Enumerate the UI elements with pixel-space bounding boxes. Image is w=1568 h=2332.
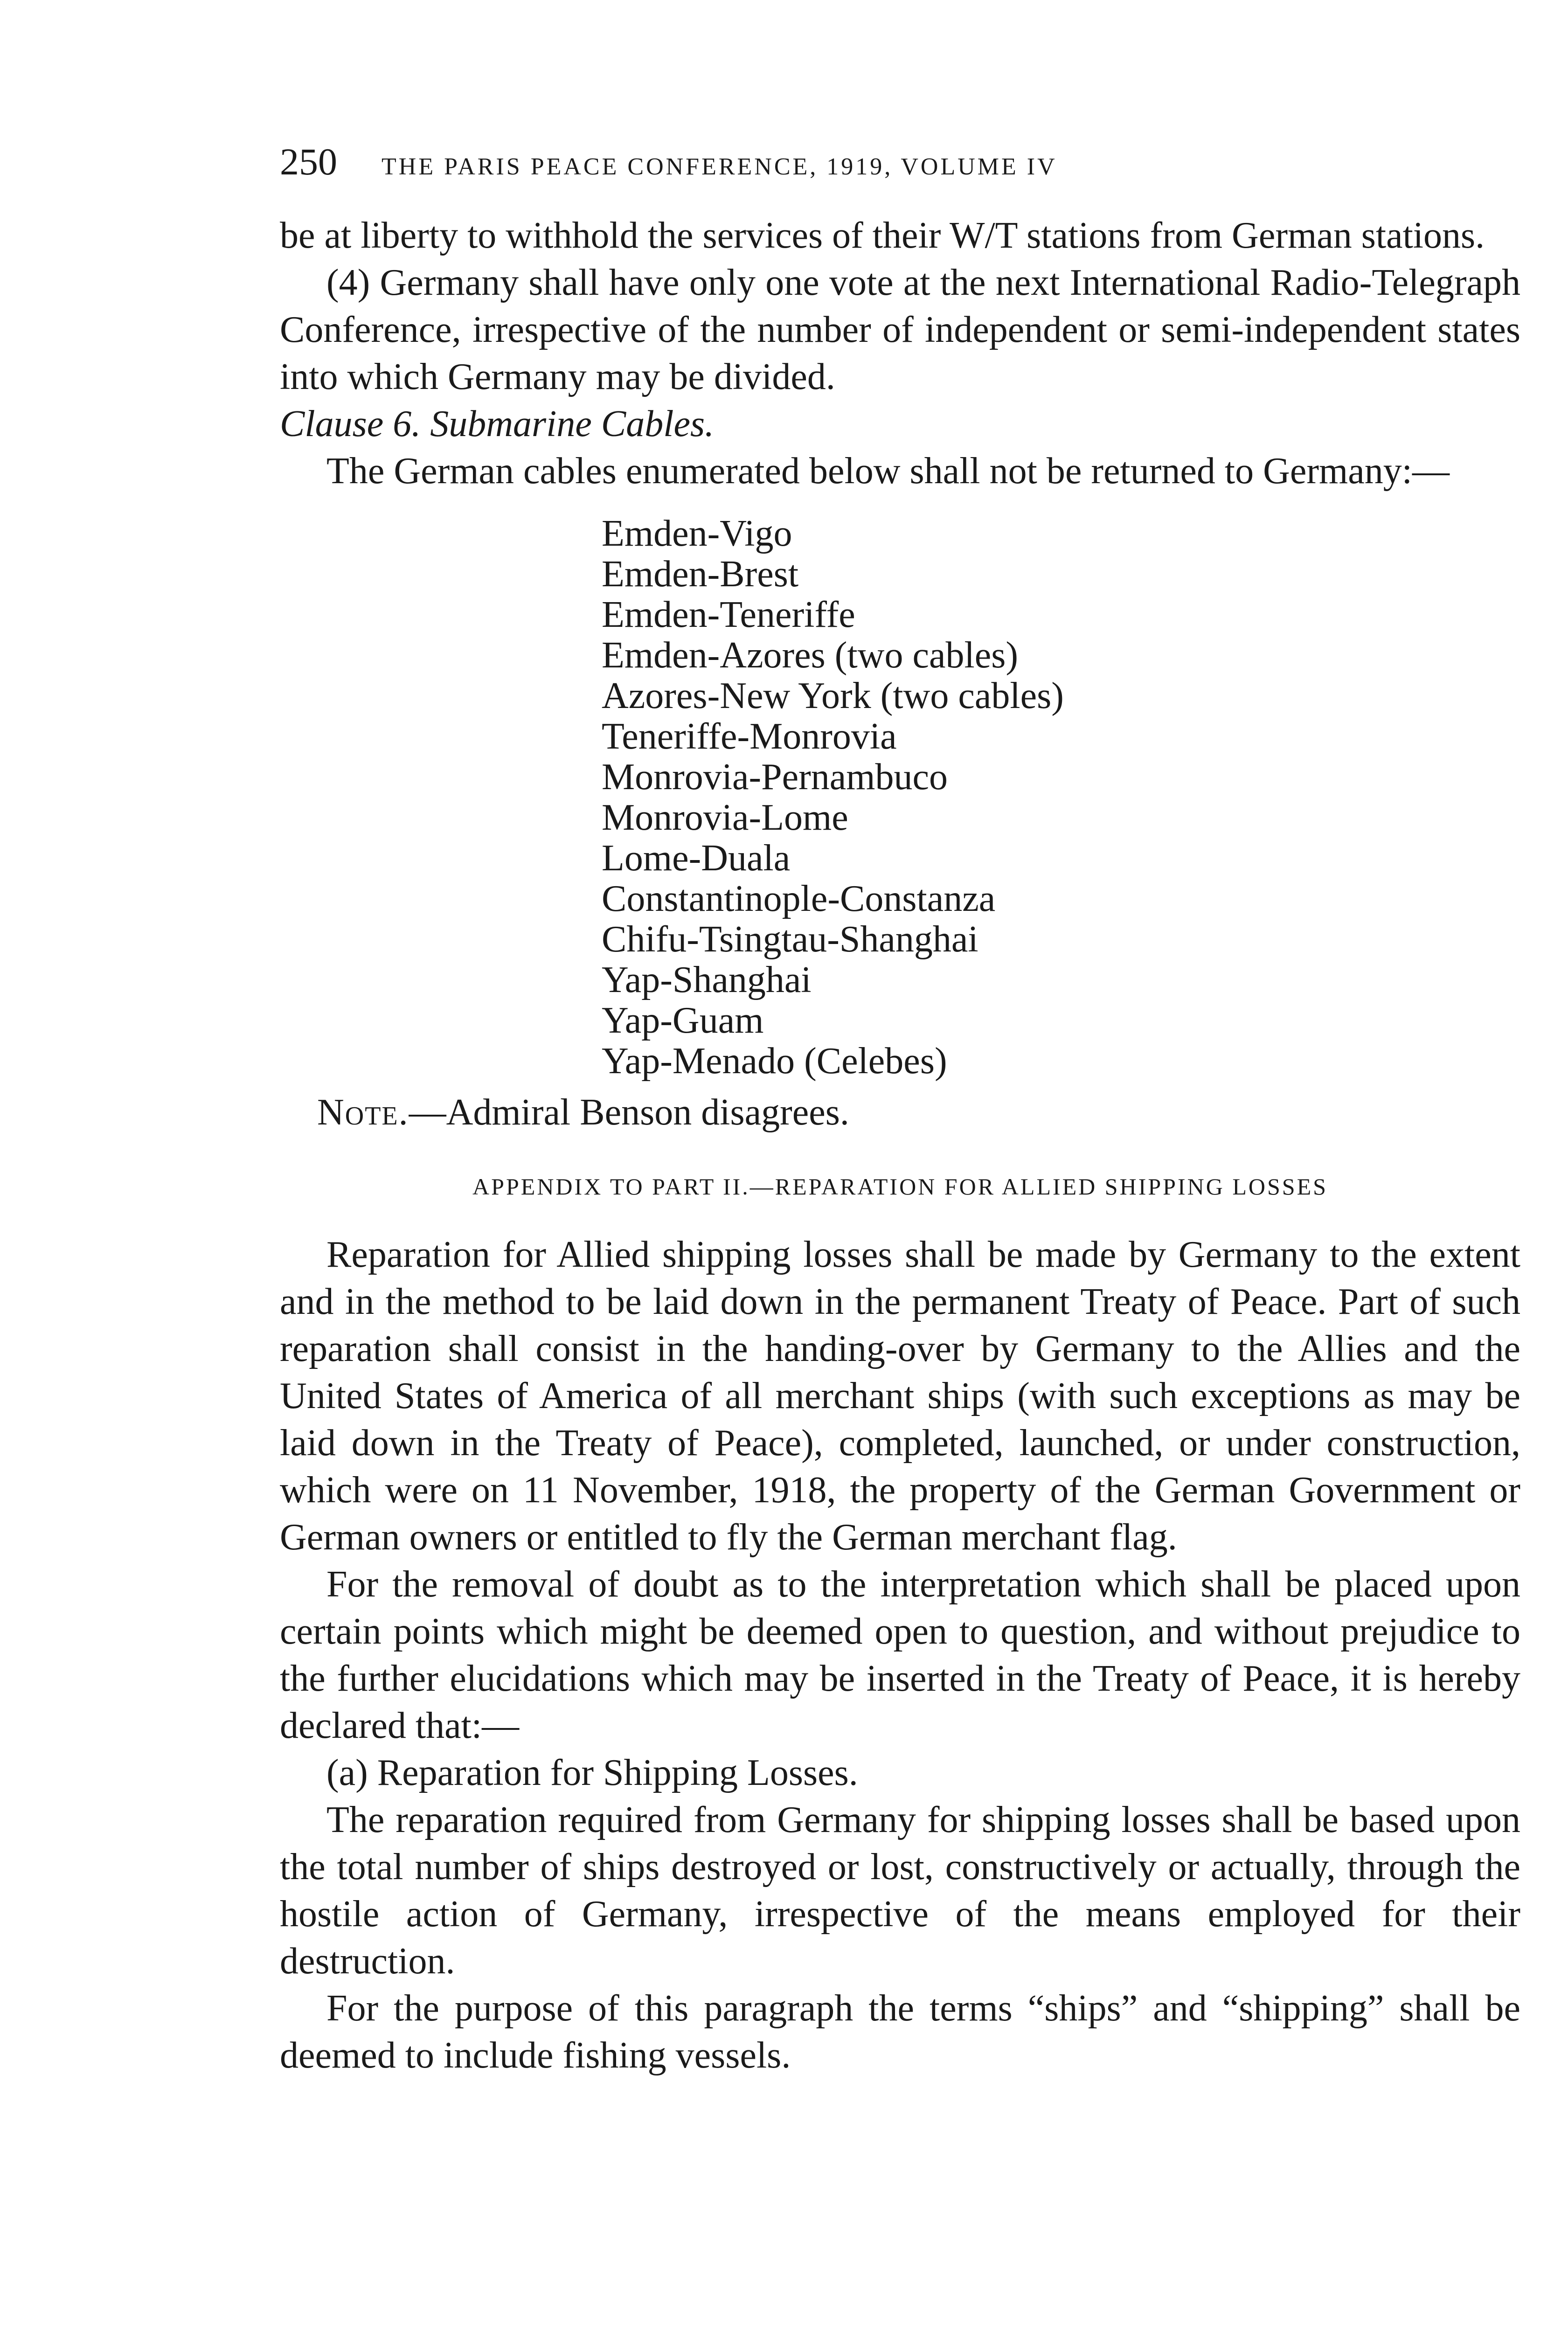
cable-item: Emden-Vigo <box>602 513 792 554</box>
cable-item: Monrovia-Pernambuco <box>602 757 948 798</box>
cable-item: Emden-Teneriffe <box>602 594 855 635</box>
cable-item: Yap-Shanghai <box>602 959 812 1000</box>
cable-item: Lome-Duala <box>602 838 791 879</box>
cable-item: Emden-Brest <box>602 554 799 595</box>
cable-item: Yap-Menado (Celebes) <box>602 1041 947 1082</box>
purpose-paragraph: For the purpose of this paragraph the terms “ships” and “shipping” shall be deemed to include fishing vessels. <box>280 1988 1520 2076</box>
cable-item: Monrovia-Lome <box>602 797 848 838</box>
note <box>280 1089 1520 1136</box>
required-paragraph: The reparation required from Germany for shipping losses shall be based upon the total number of ships destroyed or lost, constructively or actually, through the hostile action of Germany, irrespective of the means employed for their destruction. <box>280 1799 1520 1982</box>
cable-list <box>602 514 1520 1082</box>
page-number: 250 <box>280 140 337 183</box>
page-header <box>280 140 1520 191</box>
continuation-paragraph: be at liberty to withhold the services of their W/T stations from German stations. <box>280 215 1485 256</box>
subsection-a: (a) Reparation for Shipping Losses. <box>326 1752 858 1793</box>
note-text: —Admiral Benson disagrees. <box>409 1092 849 1133</box>
note-label: Note. <box>317 1092 409 1133</box>
cable-item: Yap-Guam <box>602 1000 764 1041</box>
cable-item: Azores-New York (two cables) <box>602 675 1064 716</box>
reparation-paragraph: Reparation for Allied shipping losses shall be made by Germany to the extent and in the method to be laid down in the permanent Treaty of Peace. Part of such reparation shall consist in the handing-over by Germany to the Allies and the United States of America of all merchant ships (with such exceptions as may be laid down in the Treaty of Peace), completed, launched, or under construction, which were on 11 November, 1918, the property of the German Government or German owners or entitled to fly the German merchant flag. <box>280 1234 1520 1558</box>
cables-intro: The German cables enumerated below shall not be returned to Germany:— <box>326 451 1450 492</box>
page-body <box>280 212 1520 2079</box>
cable-item: Teneriffe-Monrovia <box>602 716 897 757</box>
removal-paragraph: For the removal of doubt as to the interpretation which shall be placed upon certain points which might be deemed open to question, and without prejudice to the further elucidations which may be inserted in the Treaty of Peace, it is hereby declared that:— <box>280 1564 1520 1746</box>
clause-heading: Clause 6. Submarine Cables. <box>280 403 715 444</box>
cable-item: Constantinople-Constanza <box>602 878 996 919</box>
paragraph-4: (4) Germany shall have only one vote at the next International Radio-Telegraph Conference, irrespective of the number of independent or semi-independent states into which Germany may be divided. <box>280 262 1520 397</box>
cable-item: Chifu-Tsingtau-Shanghai <box>602 919 978 960</box>
appendix-heading: APPENDIX TO PART II.—REPARATION FOR ALLIED SHIPPING LOSSES <box>472 1173 1328 1200</box>
running-title: THE PARIS PEACE CONFERENCE, 1919, VOLUME IV <box>382 153 1057 180</box>
cable-item: Emden-Azores (two cables) <box>602 635 1018 676</box>
